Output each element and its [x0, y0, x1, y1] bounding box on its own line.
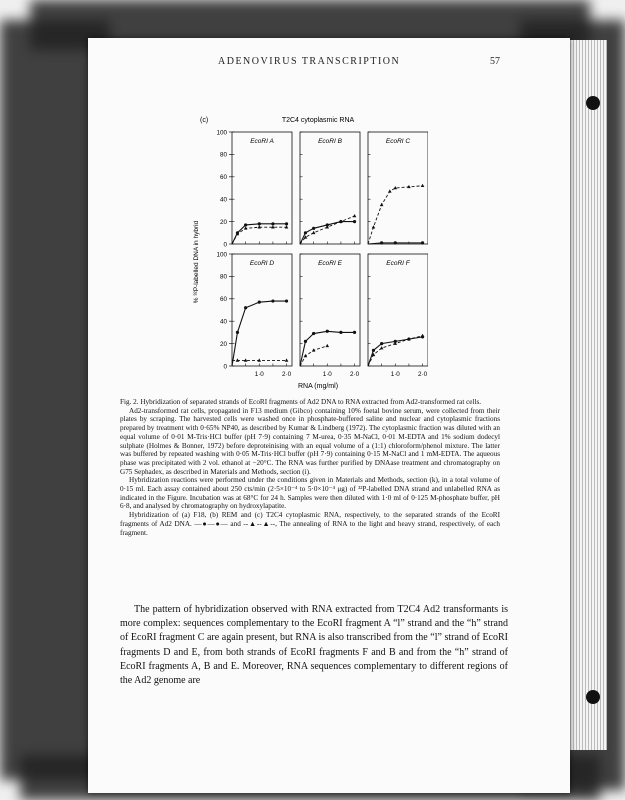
light-strand-point: [312, 332, 315, 335]
light-strand-line: [300, 331, 355, 366]
light-strand-point: [353, 220, 356, 223]
x-tick-label: 2·0: [349, 371, 360, 378]
body-text: [120, 603, 508, 688]
heavy-strand-point: [312, 231, 316, 234]
hybridization-chart: [188, 112, 428, 392]
panel-title: EcoRI D: [249, 260, 275, 267]
light-strand-point: [244, 223, 247, 226]
x-tick-label: 1·0: [322, 371, 332, 378]
page-stack-edge: [567, 40, 607, 750]
light-strand-point: [326, 330, 329, 333]
x-tick-label: 1·0: [254, 371, 264, 378]
panel-title: EcoRI E: [318, 260, 342, 267]
y-tick-label: 60: [219, 174, 227, 182]
chart-title: T2C4 cytoplasmic RNA: [281, 117, 355, 124]
y-axis-label: % ³²P-labelled DNA in hybrid: [193, 220, 200, 304]
heavy-strand-point: [380, 203, 384, 206]
light-strand-line: [232, 301, 287, 366]
light-strand-point: [271, 222, 274, 225]
light-strand-point: [304, 340, 307, 343]
y-tick-label: 0: [223, 241, 227, 249]
light-strand-point: [304, 231, 307, 234]
heavy-strand-point: [421, 184, 425, 187]
light-strand-point: [258, 222, 261, 225]
page-number: 57: [490, 56, 500, 67]
light-strand-point: [236, 331, 239, 334]
caption-hybridization: Hybridization reactions were performed under the conditions given in Materials and Methods, section (k), in a total volume of 0·15 ml. Each assay contained about 250 cts/min (2·5×10⁻⁴ to 5·0×10⁻⁴ μg) of ³²P-labelled DNA strand and unlabelled RNA as indicated in the Figure. Incubation was at 68°C for 24 h. Samples were then diluted with 1·0 ml of 0·125 M-phosphate buffer, pH 6·8, and analysed by chromatography on hydroxylapatite.: [120, 476, 500, 511]
light-strand-point: [353, 331, 356, 334]
panel-label: (c): [200, 117, 209, 124]
panel-frame: [368, 254, 428, 366]
light-strand-point: [394, 241, 397, 244]
x-tick-label: 2·0: [417, 371, 428, 378]
y-tick-label: 80: [219, 273, 227, 281]
light-strand-point: [285, 222, 288, 225]
y-tick-label: 0: [223, 363, 227, 371]
punch-hole: [586, 690, 600, 704]
heavy-strand-point: [380, 346, 384, 349]
heavy-strand-point: [353, 214, 357, 217]
caption-legend: Hybridization of (a) F18, (b) REM and (c) T2C4 cytoplasmic RNA, respectively, to the separated strands of the EcoRI fragments of Ad2 DNA. —●—●— and --▲--▲--, The annealing of RNA to the light and heavy strand, respectively, of each fragment.: [120, 511, 500, 537]
light-strand-point: [285, 299, 288, 302]
y-tick-label: 100: [216, 129, 227, 137]
y-tick-label: 40: [219, 196, 227, 204]
panel-frame: [300, 132, 360, 244]
y-tick-label: 40: [219, 318, 227, 326]
light-strand-point: [312, 227, 315, 230]
heavy-strand-line: [300, 216, 355, 244]
heavy-strand-point: [407, 185, 411, 188]
panel-title: EcoRI F: [386, 260, 410, 267]
panel-title: EcoRI B: [318, 138, 342, 145]
y-tick-label: 20: [219, 340, 227, 348]
x-tick-label: 2·0: [281, 371, 292, 378]
figure-caption: [120, 398, 500, 537]
panel-frame: [232, 254, 292, 366]
punch-hole: [586, 96, 600, 110]
y-tick-label: 80: [219, 151, 227, 159]
light-strand-point: [372, 349, 375, 352]
light-strand-point: [244, 306, 247, 309]
heavy-strand-point: [393, 186, 397, 189]
light-strand-point: [258, 301, 261, 304]
heavy-strand-point: [285, 358, 289, 361]
running-head: ADENOVIRUS TRANSCRIPTION: [218, 56, 401, 67]
heavy-strand-point: [372, 225, 376, 228]
light-strand-point: [380, 342, 383, 345]
light-strand-point: [380, 241, 383, 244]
panel-frame: [300, 254, 360, 366]
figure-2c: [188, 112, 428, 392]
x-tick-label: 1·0: [390, 371, 400, 378]
y-tick-label: 20: [219, 218, 227, 226]
y-tick-label: 60: [219, 296, 227, 304]
page-header: [100, 56, 500, 70]
heavy-strand-line: [368, 186, 423, 244]
light-strand-point: [339, 331, 342, 334]
panel-title: EcoRI C: [385, 138, 411, 145]
panel-title: EcoRI A: [250, 138, 274, 145]
heavy-strand-point: [421, 334, 425, 337]
caption-title: Fig. 2. Hybridization of separated strands of EcoRI fragments of Ad2 DNA to RNA extracted from Ad2-transformed rat cells.: [120, 398, 482, 406]
x-axis-label: RNA (mg/ml): [297, 383, 339, 390]
light-strand-point: [271, 299, 274, 302]
y-tick-label: 100: [216, 251, 227, 259]
light-strand-point: [421, 241, 424, 244]
heavy-strand-point: [325, 344, 329, 347]
caption-methods: Ad2-transformed rat cells, propagated in F13 medium (Gibco) containing 10% foetal bovine serum, were collected from their plates by scraping. The harvested cells were washed once in phosphate-buffered saline and nuclear and cytoplasmic fractions prepared by treatment with 0·65% NP40, as described by Kumar & Lindberg (1972). The cytoplasmic fraction was diluted with an equal volume of 0·01 M-Tris·HCl buffer (pH 7·9) containing 7 M-urea, 0·35 M-NaCl, 0·01 M-EDTA and 1% sodium dodecyl sulphate (Holmes & Bonner, 1972) before deproteinising with an equal volume of a (1:1) chloroform/phenol mixture. The latter was buffered by repeated washing with 0·05 M-Tris·HCl buffer (pH 7·9) containing 0·15 M-NaCl and 1 mM-EDTA. The aqueous phase was precipitated with 2 vol. ethanol at −20°C. The RNA was further purified by DNAase treatment and chromatography on G75 Sephadex, as described in Materials and Methods, section (i).: [120, 406, 500, 476]
body-paragraph: The pattern of hybridization observed with RNA extracted from T2C4 Ad2 transformants is more complex: sequences complementary to the EcoRI fragment A “l” strand and the “h” strand of EcoRI fragment C are again present, but RNA is also transcribed from the “l” strand of EcoRI fragments D and E, from both strands of EcoRI fragments F and B and from the “h” strand of EcoRI fragments A, B and E. Moreover, RNA sequences complementary to different regions of the Ad2 genome are: [120, 604, 508, 687]
heavy-strand-point: [388, 189, 392, 192]
